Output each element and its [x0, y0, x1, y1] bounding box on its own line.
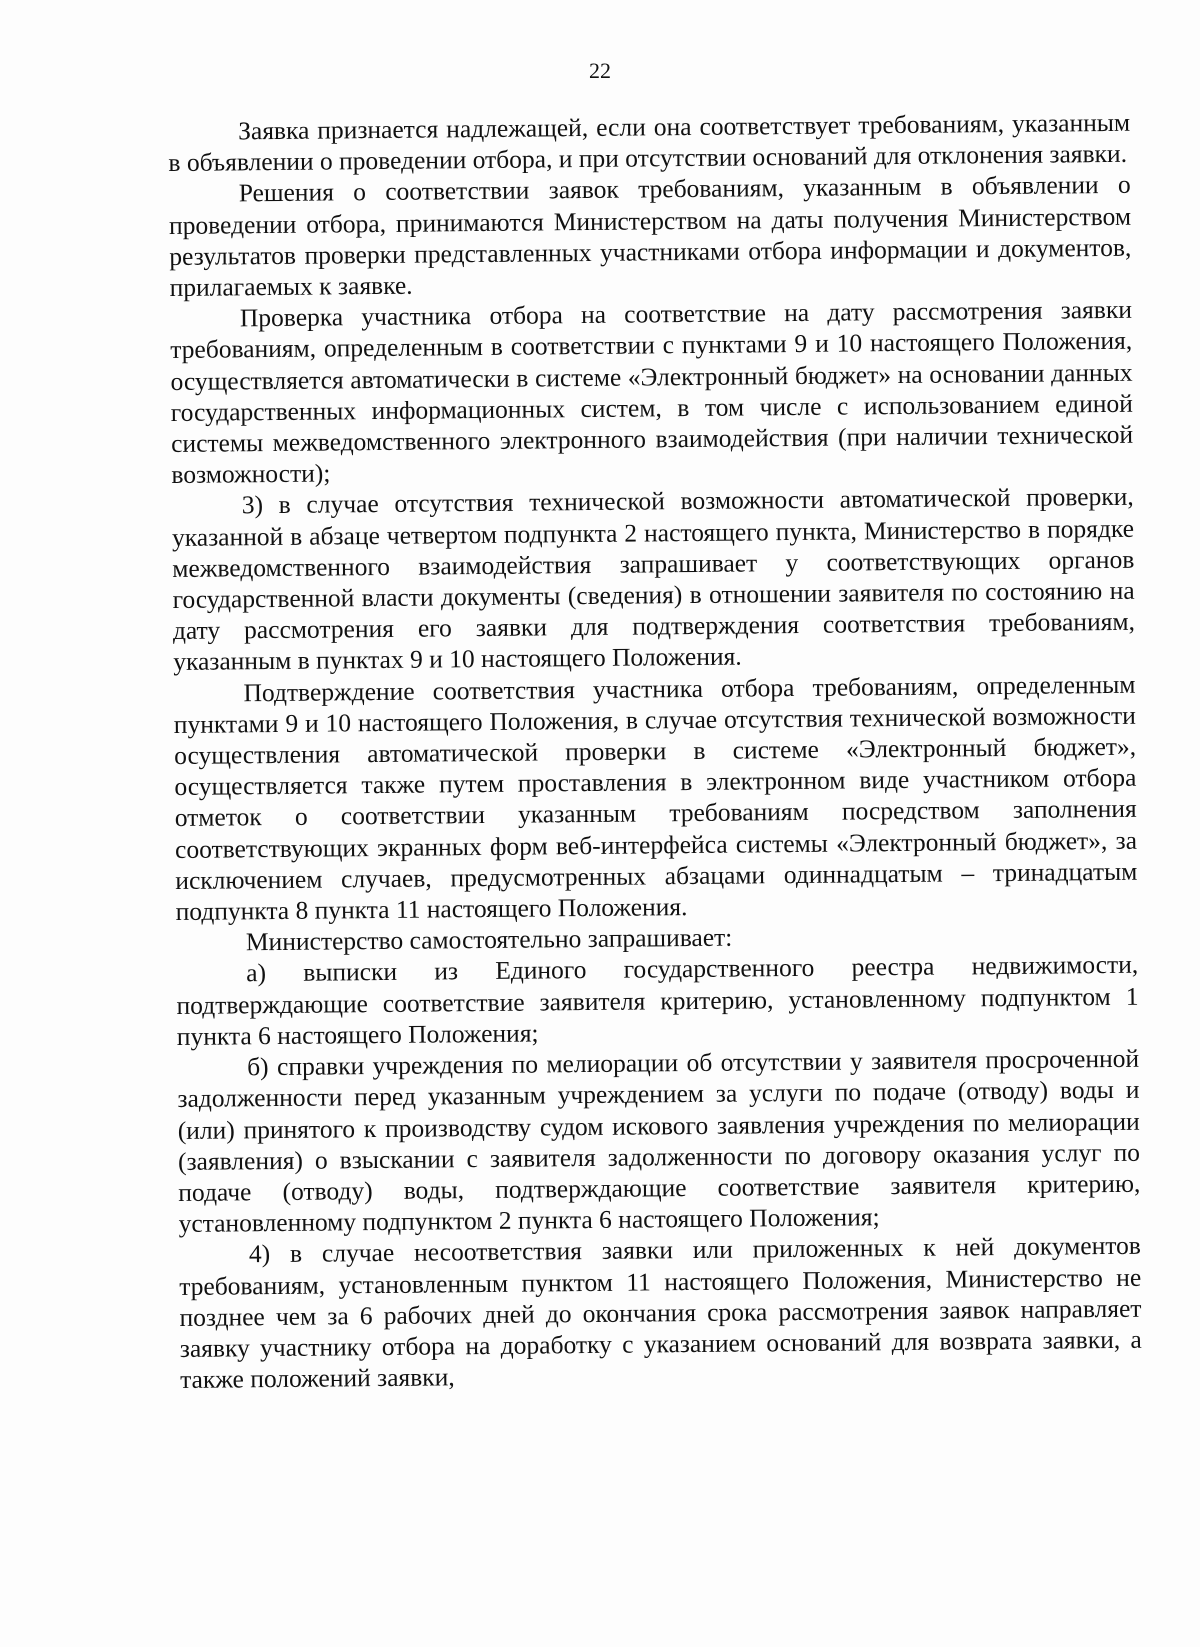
page-number: 22 [589, 58, 611, 83]
paragraph-compliance-decisions: Решения о соответствии заявок требованиям, указанным в объявлении о проведении отбора, принимаются Министерством на даты получения Министерством результатов проверки представленных участниками отбора информации и документов, прилагаемых к заявке. [168, 170, 1132, 303]
paragraph-confirmation: Подтверждение соответствия участника отбора требованиям, определенным пунктами 9 и 10 настоящего Положения, в случае отсутствия технической возможности осуществления автоматической проверки в системе «Электронный бюджет», осуществляется также путем проставления в электронном виде участником отбора отметок о соответствии указанным требованиям посредством заполнения соответствующих экранных форм веб-интерфейса системы «Электронный бюджет», за исключением случаев, предусмотренных абзацами одиннадцатым – тринадцатым подпункта 8 пункта 11 настоящего Положения. [173, 669, 1138, 927]
paragraph-item-4: 4) в случае несоответствия заявки или приложенных к ней документов требованиям, установленным пунктом 11 настоящего Положения, Министерство не позднее чем за 6 рабочих дней до окончания срока рассмотрения заявок направляет заявку участнику отбора на доработку с указанием оснований для возврата заявки, а также положений заявки, [179, 1231, 1142, 1395]
paragraph-automatic-check: Проверка участника отбора на соответствие на дату рассмотрения заявки требованиям, определенным в соответствии с пунктами 9 и 10 настоящего Положения, осуществляется автоматически в системе «Электронный бюджет» на основании данных государственных информационных систем, в том числе с использованием единой системы межведомственного электронного взаимодействия (при наличии технической возможности); [170, 294, 1134, 490]
document-body [168, 107, 1142, 1396]
paragraph-item-3: 3) в случае отсутствия технической возможности автоматической проверки, указанной в абзаце четвертом подпункта 2 настоящего пункта, Министерство в порядке межведомственного взаимодействия запрашивает у соответствующих органов государственной власти документы (сведения) в отношении заявителя по состоянию на дату рассмотрения его заявки для подтверждения соответствия требованиям, указанным в пунктах 9 и 10 настоящего Положения. [171, 482, 1136, 677]
paragraph-ministry-requests: Министерство самостоятельно запрашивает: [245, 922, 733, 957]
paragraph-item-a: а) выписки из Единого государственного реестра недвижимости, подтверждающие соответствие заявителя критерию, установленному подпунктом 1 пункта 6 настоящего Положения; [176, 950, 1139, 1051]
paragraph-application-acceptance: Заявка признается надлежащей, если она соответствует требованиям, указанным в объявлении о проведении отбора, и при отсутствии оснований для отклонения заявки. [168, 107, 1131, 178]
paragraph-item-b: б) справки учреждения по мелиорации об отсутствии у заявителя просроченной задолженности перед указанным учреждением за услуги по подаче (отводу) воды и (или) принятого к производству судом искового заявления учреждения по мелиорации (заявления) о взыскании с заявителя задолженности по договору оказания услуг по подаче (отводу) воды, подтверждающие соответствие заявителя критерию, установленному подпунктом 2 пункта 6 настоящего Положения; [177, 1043, 1141, 1239]
